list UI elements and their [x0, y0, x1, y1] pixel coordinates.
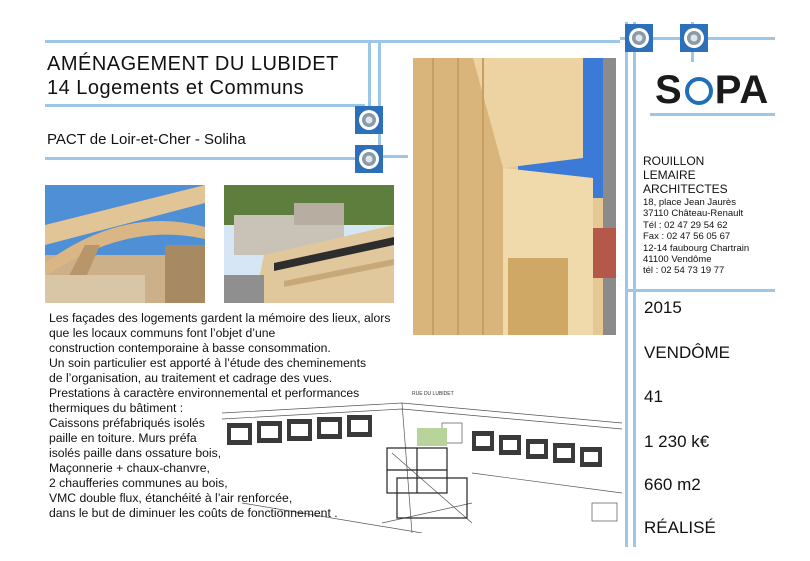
rule-vert-3 — [625, 22, 628, 547]
project-cost: 1 230 k€ — [644, 432, 710, 451]
rule-under-title — [45, 104, 365, 107]
photo-facade-detail — [413, 58, 616, 335]
project-status: RÉALISÉ — [644, 518, 716, 537]
description-line: Un soin particulier est apporté à l’étude des cheminements — [49, 356, 367, 370]
project-description — [49, 311, 390, 521]
description-line: Caissons préfabriqués isolés — [49, 416, 205, 430]
description-line: thermiques du bâtiment : — [49, 401, 184, 415]
description-line: Les façades des logements gardent la mémoire des lieux, alors — [49, 311, 391, 325]
project-city: VENDÔME — [644, 343, 730, 362]
description-line: paille en toiture. Murs préfa — [49, 431, 197, 445]
page-title: AMÉNAGEMENT DU LUBIDET — [47, 53, 339, 75]
project-year: 2015 — [644, 298, 682, 317]
scopa-logo: S PA — [655, 68, 770, 112]
photo-roof-beams — [45, 185, 205, 303]
rosette-icon — [625, 24, 653, 52]
architect-address: 18, place Jean Jaurès 37110 Château-Renault Tél : 02 47 29 54 62 Fax : 02 47 56 05 67 12-14 faubourg Chartrain 41100 Vendôme tél : 02 54 73 19 77 — [643, 197, 750, 277]
rule-top — [45, 40, 620, 43]
rule-arch-bottom — [625, 289, 775, 292]
rosette-icon — [680, 24, 708, 52]
client-name: PACT de Loir-et-Cher - Soliha — [47, 131, 246, 148]
logo-o-icon — [685, 77, 713, 105]
description-line: Maçonnerie + chaux-chanvre, — [49, 461, 210, 475]
page-subtitle: 14 Logements et Communs — [47, 77, 305, 99]
architect-name: ROUILLON LEMAIRE ARCHITECTES — [643, 154, 728, 196]
description-line: construction contemporaine à basse consommation. — [49, 341, 331, 355]
rule-under-client — [45, 157, 355, 160]
project-area: 660 m2 — [644, 475, 701, 494]
description-line: Prestations à caractère environnemental et performances — [49, 386, 360, 400]
description-line: que les locaux communs font l’objet d’une — [49, 326, 276, 340]
description-line: 2 chaufferies communes au bois, — [49, 476, 228, 490]
description-line: VMC double flux, étanchéité à l’air renforcée, — [49, 491, 293, 505]
photo-worksite — [224, 185, 394, 303]
street-label: RUE DU LUBIDET — [412, 391, 454, 397]
rule-arch-top — [650, 113, 775, 116]
rosette-icon — [355, 145, 383, 173]
project-department: 41 — [644, 387, 663, 406]
description-line: dans le but de diminuer les coûts de fonctionnement . — [49, 506, 338, 520]
rosette-icon — [355, 106, 383, 134]
description-line: de l’organisation, au traitement et cadrage des vues. — [49, 371, 333, 385]
rule-vert-4 — [633, 22, 636, 547]
description-line: isolés paille dans ossature bois, — [49, 446, 222, 460]
